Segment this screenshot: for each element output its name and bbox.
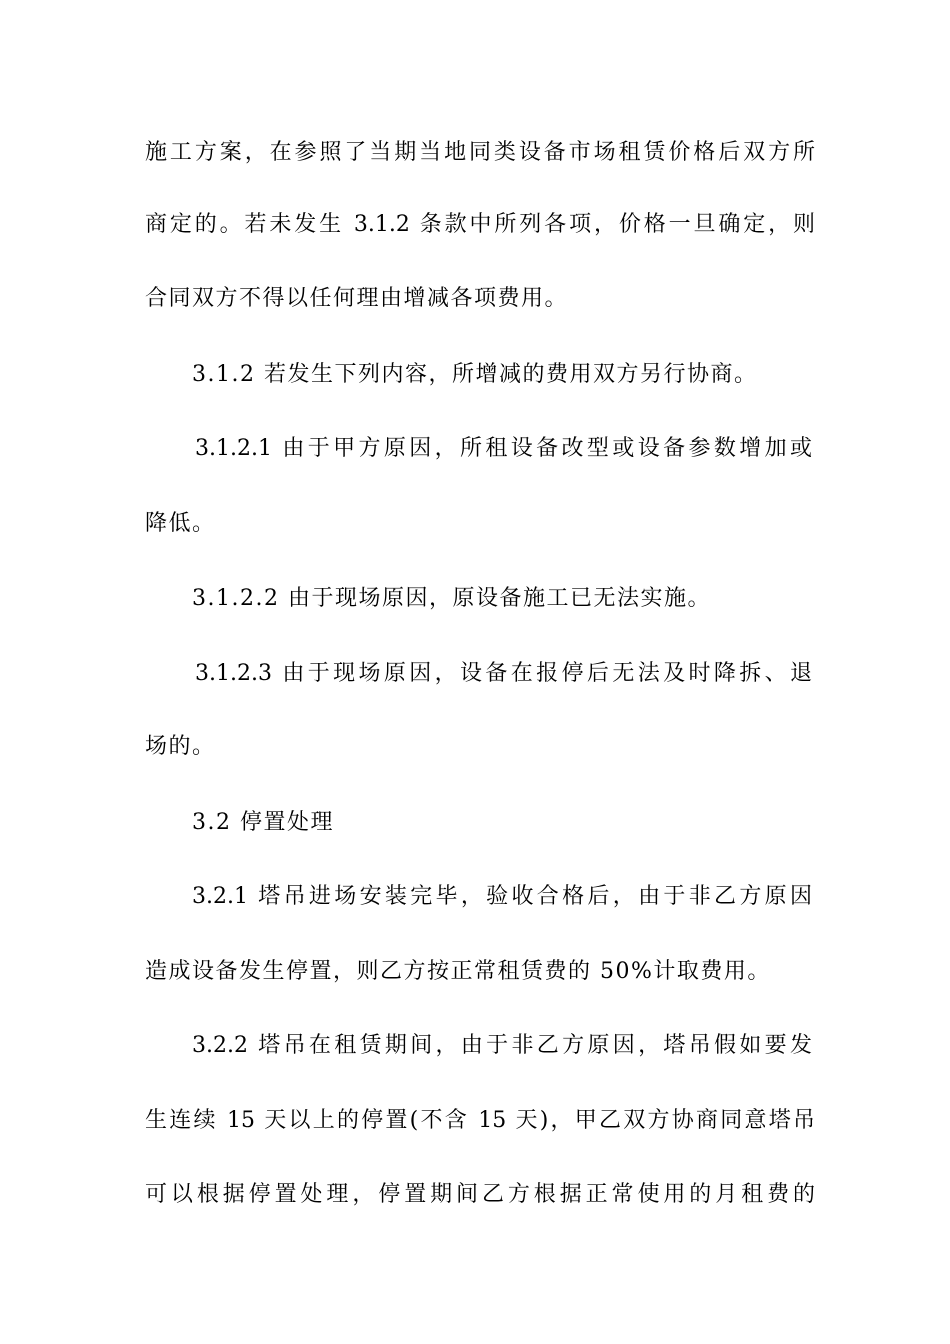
text-line-1: 施工方案，在参照了当期当地同类设备市场租赁价格后双方所 <box>145 140 815 165</box>
text-line-12: 造成设备发生停置，则乙方按正常租赁费的 50%计取费用。 <box>145 959 771 984</box>
section-heading-3-2: 3.2 停置处理 <box>192 810 334 835</box>
text-line-3: 合同双方不得以任何理由增减各项费用。 <box>145 286 569 311</box>
clause-3-1-2-3: 3.1.2.3 由于现场原因，设备在报停后无法及时降拆、退 <box>195 661 812 686</box>
clause-3-1-2: 3.1.2 若发生下列内容，所增减的费用双方另行协商。 <box>192 362 758 387</box>
text-line-14: 生连续 15 天以上的停置(不含 15 天)，甲乙双方协商同意塔吊 <box>145 1108 815 1133</box>
text-line-6: 降低。 <box>145 511 216 536</box>
clause-3-1-2-1: 3.1.2.1 由于甲方原因，所租设备改型或设备参数增加或 <box>195 436 812 461</box>
clause-3-2-1: 3.2.1 塔吊进场安装完毕，验收合格后，由于非乙方原因 <box>192 884 812 909</box>
text-line-9: 场的。 <box>145 734 216 759</box>
text-line-2: 商定的。若未发生 3.1.2 条款中所列各项，价格一旦确定，则 <box>145 212 815 237</box>
clause-3-1-2-2: 3.1.2.2 由于现场原因，原设备施工已无法实施。 <box>192 586 711 611</box>
text-line-15: 可以根据停置处理，停置期间乙方根据正常使用的月租费的 <box>145 1182 815 1207</box>
clause-3-2-2: 3.2.2 塔吊在租赁期间，由于非乙方原因，塔吊假如要发 <box>192 1033 812 1058</box>
